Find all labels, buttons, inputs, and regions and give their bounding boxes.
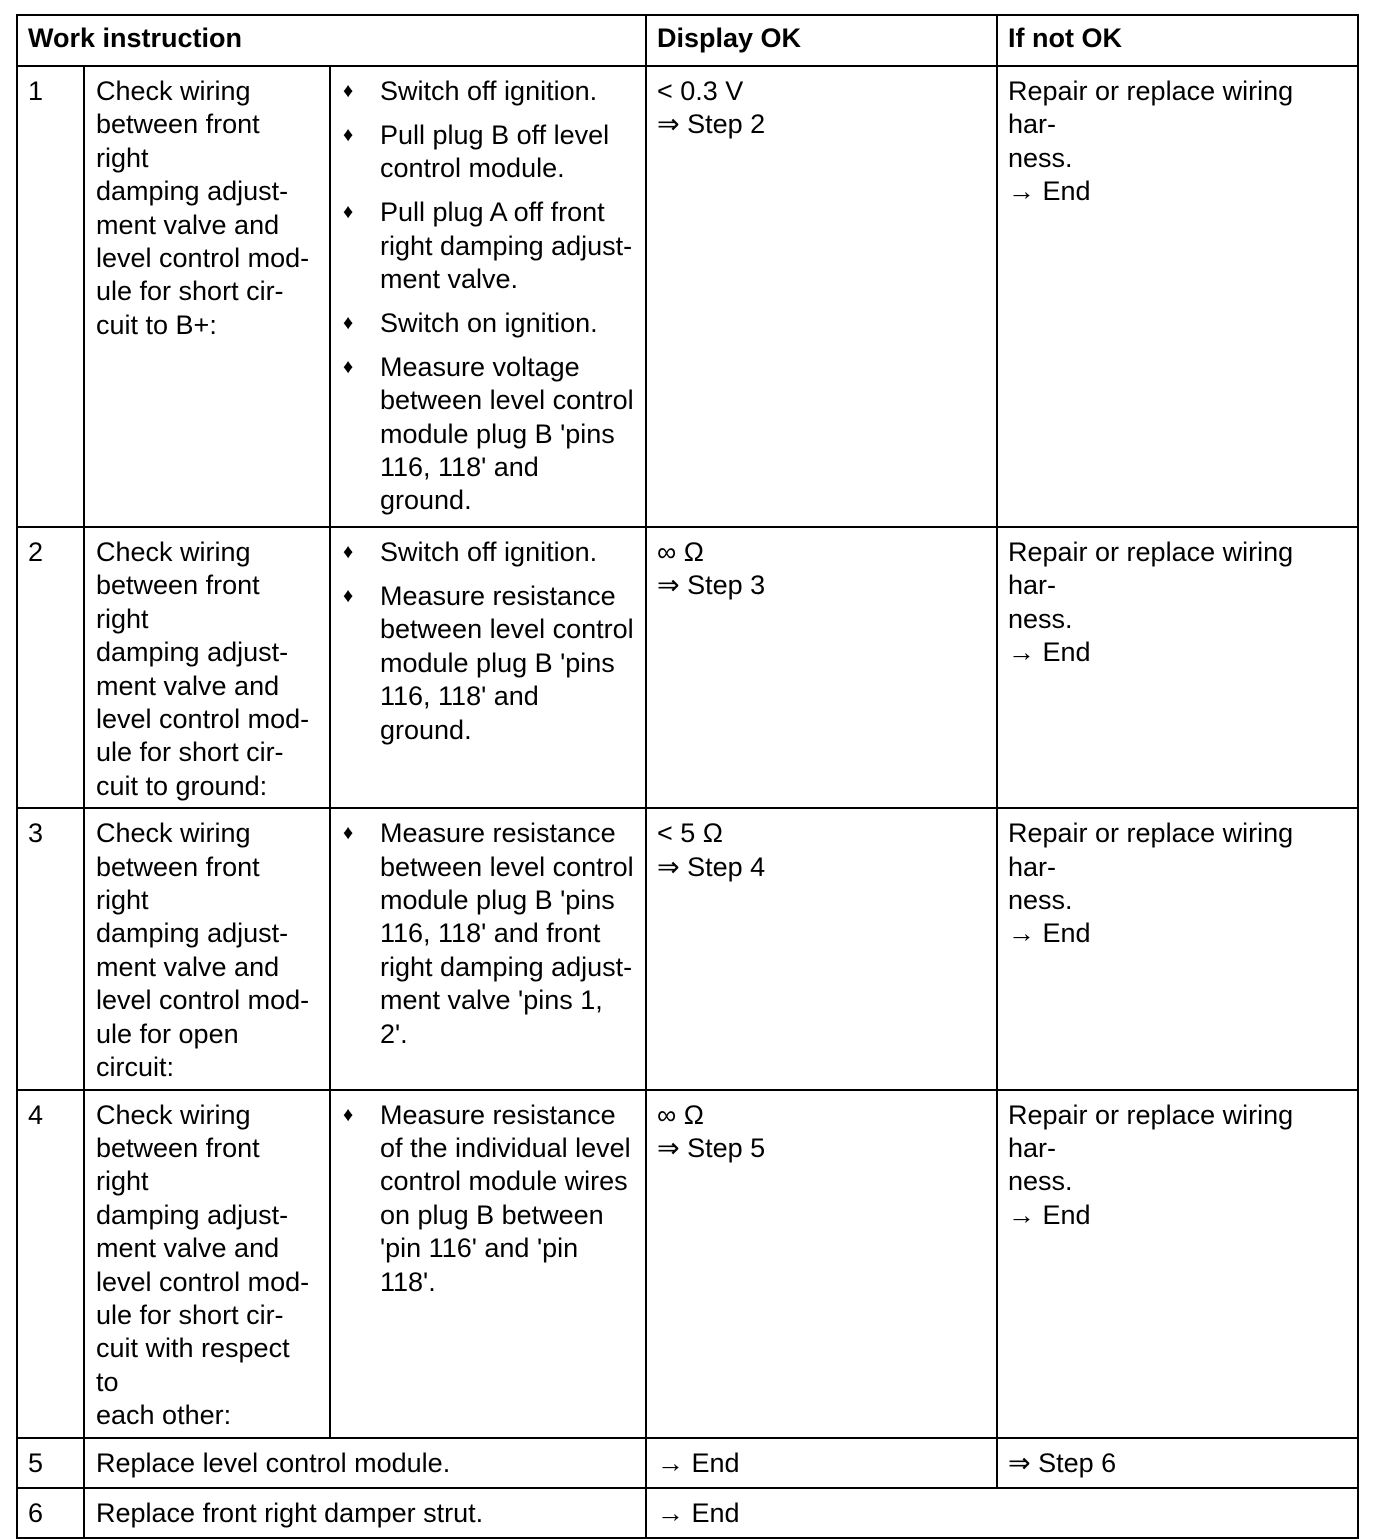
text-line: < 0.3 V bbox=[657, 76, 744, 106]
text-line: ness. bbox=[1008, 142, 1073, 173]
check-description bbox=[84, 527, 330, 808]
instruction-text: Replace front right damper strut. bbox=[84, 1488, 646, 1538]
text-line: between front right bbox=[96, 1132, 260, 1197]
action-text-line: of the individual level bbox=[380, 1132, 631, 1163]
action-text-line: Pull plug A off front bbox=[380, 197, 605, 228]
if-not-ok-cell bbox=[997, 66, 1358, 527]
text-line: damping adjust- bbox=[96, 918, 289, 949]
text-line: ⇒ Step 3 bbox=[657, 570, 766, 601]
action-item bbox=[341, 307, 635, 340]
text-line: Check wiring bbox=[96, 76, 251, 106]
text-line: damping adjust- bbox=[96, 176, 289, 207]
action-text-line: module plug B 'pins bbox=[380, 885, 615, 916]
text-line: Check wiring bbox=[96, 537, 251, 567]
action-text-line: Switch off ignition. bbox=[380, 76, 598, 106]
action-text-line: between level control bbox=[380, 614, 634, 645]
table-row-step-3 bbox=[17, 808, 1358, 1089]
text-line: each other: bbox=[96, 1400, 232, 1431]
table-row-step-4 bbox=[17, 1090, 1358, 1438]
display-ok-cell bbox=[646, 1090, 997, 1438]
text-line: level control mod- bbox=[96, 243, 310, 274]
text-line: cuit with respect to bbox=[96, 1333, 290, 1397]
action-list bbox=[341, 817, 635, 1051]
text-line: ⇒ Step 4 bbox=[657, 851, 766, 882]
action-item bbox=[341, 536, 635, 569]
text-line: Check wiring bbox=[96, 1099, 251, 1130]
diamond-bullet-icon: ♦ bbox=[343, 584, 354, 607]
action-list-cell bbox=[330, 527, 646, 808]
text-line: → End bbox=[1008, 176, 1091, 207]
if-not-ok-cell: ⇒ Step 6 bbox=[997, 1438, 1358, 1488]
action-text-line: 116, 118' and bbox=[380, 452, 539, 483]
display-ok-cell bbox=[646, 808, 997, 1089]
instruction-text: Replace level control module. bbox=[84, 1438, 646, 1488]
diamond-bullet-icon: ♦ bbox=[343, 355, 354, 378]
text-line: cuit to ground: bbox=[96, 770, 268, 801]
text-line: Repair or replace wiring har- bbox=[1008, 76, 1294, 140]
text-line: ule for short cir- bbox=[96, 1299, 284, 1330]
text-line: ⇒ Step 2 bbox=[657, 109, 766, 140]
text-line: Repair or replace wiring har- bbox=[1008, 537, 1294, 601]
if-not-ok-cell bbox=[997, 808, 1358, 1089]
action-item bbox=[341, 1099, 635, 1299]
text-line: → End bbox=[1008, 918, 1091, 949]
action-list bbox=[341, 536, 635, 747]
action-list bbox=[341, 75, 635, 518]
action-text-line: between level control bbox=[380, 851, 634, 882]
text-line: ment valve and bbox=[96, 1233, 280, 1264]
text-line: ness. bbox=[1008, 603, 1073, 634]
action-list-cell bbox=[330, 66, 646, 527]
action-text-line: right damping adjust- bbox=[380, 951, 633, 982]
diamond-bullet-icon: ♦ bbox=[343, 80, 354, 102]
text-line: damping adjust- bbox=[96, 1199, 289, 1230]
header-work-instruction: Work instruction bbox=[17, 15, 646, 66]
action-text-line: control module. bbox=[380, 153, 565, 184]
action-list-cell bbox=[330, 1090, 646, 1438]
action-text-line: Measure resistance bbox=[380, 818, 616, 849]
action-text-line: Measure voltage bbox=[380, 351, 580, 382]
action-text-line: Measure resistance bbox=[380, 1099, 616, 1130]
action-item bbox=[341, 196, 635, 296]
display-ok-cell bbox=[646, 527, 997, 808]
action-text-line: right damping adjust- bbox=[380, 230, 633, 261]
step-number: 6 bbox=[17, 1488, 84, 1538]
text-line: Repair or replace wiring har- bbox=[1008, 1099, 1294, 1163]
text-line: ment valve and bbox=[96, 670, 280, 701]
action-item bbox=[341, 75, 635, 108]
action-text-line: module plug B 'pins bbox=[380, 647, 615, 678]
text-line: between front right bbox=[96, 851, 260, 916]
diamond-bullet-icon: ♦ bbox=[343, 311, 354, 334]
action-text-line: Switch off ignition. bbox=[380, 537, 598, 567]
action-item bbox=[341, 119, 635, 186]
table-row-step-1 bbox=[17, 66, 1358, 527]
text-line: level control mod- bbox=[96, 985, 310, 1016]
text-line: < 5 Ω bbox=[657, 818, 723, 849]
text-line: level control mod- bbox=[96, 704, 310, 735]
action-text-line: 118'. bbox=[380, 1266, 436, 1297]
text-line: damping adjust- bbox=[96, 637, 289, 668]
action-text-line: Measure resistance bbox=[380, 580, 616, 611]
step-number: 3 bbox=[17, 808, 84, 1089]
action-text-line: between level control bbox=[380, 385, 634, 416]
action-text-line: ment valve. bbox=[380, 264, 519, 295]
action-text-line: Switch on ignition. bbox=[380, 307, 598, 338]
action-text-line: on plug B between bbox=[380, 1199, 604, 1230]
action-text-line: 116, 118' and bbox=[380, 681, 539, 712]
check-description bbox=[84, 1090, 330, 1438]
text-line: ment valve and bbox=[96, 209, 280, 240]
if-not-ok-cell bbox=[997, 1090, 1358, 1438]
diamond-bullet-icon: ♦ bbox=[343, 123, 354, 146]
diamond-bullet-icon: ♦ bbox=[343, 541, 354, 563]
work-instruction-table bbox=[16, 14, 1359, 1539]
header-if-not-ok: If not OK bbox=[997, 15, 1358, 66]
action-item bbox=[341, 351, 635, 518]
action-text-line: ground. bbox=[380, 714, 472, 745]
text-line: ule for open circuit: bbox=[96, 1018, 239, 1083]
action-item bbox=[341, 580, 635, 747]
table-row-step-6 bbox=[17, 1488, 1358, 1538]
text-line: ment valve and bbox=[96, 951, 280, 982]
action-text-line: ground. bbox=[380, 485, 472, 516]
table-row-step-5 bbox=[17, 1438, 1358, 1488]
if-not-ok-cell bbox=[997, 527, 1358, 808]
check-description bbox=[84, 808, 330, 1089]
action-text-line: 'pin 116' and 'pin bbox=[380, 1233, 579, 1264]
text-line: between front right bbox=[96, 570, 260, 634]
text-line: Repair or replace wiring har- bbox=[1008, 818, 1294, 882]
action-list bbox=[341, 1099, 635, 1299]
step-number: 2 bbox=[17, 527, 84, 808]
diamond-bullet-icon: ♦ bbox=[343, 201, 354, 224]
header-row bbox=[17, 15, 1358, 66]
action-text-line: module plug B 'pins bbox=[380, 418, 615, 449]
text-line: → End bbox=[1008, 637, 1091, 668]
table-row-step-2 bbox=[17, 527, 1358, 808]
text-line: Check wiring bbox=[96, 818, 251, 849]
diamond-bullet-icon: ♦ bbox=[343, 822, 354, 845]
action-text-line: control module wires bbox=[380, 1166, 628, 1197]
text-line: between front right bbox=[96, 109, 260, 173]
text-line: ule for short cir- bbox=[96, 276, 284, 307]
step-number: 5 bbox=[17, 1438, 84, 1488]
step-number: 1 bbox=[17, 66, 84, 527]
action-item bbox=[341, 817, 635, 1051]
text-line: ness. bbox=[1008, 885, 1073, 916]
display-ok-cell bbox=[646, 66, 997, 527]
header-display-ok: Display OK bbox=[646, 15, 997, 66]
text-line: ∞ Ω bbox=[657, 537, 704, 567]
step-number: 4 bbox=[17, 1090, 84, 1438]
display-ok-cell: → End bbox=[646, 1438, 997, 1488]
text-line: ule for short cir- bbox=[96, 737, 284, 768]
text-line: → End bbox=[1008, 1199, 1091, 1230]
text-line: level control mod- bbox=[96, 1266, 310, 1297]
text-line: cuit to B+: bbox=[96, 309, 217, 340]
action-text-line: Pull plug B off level bbox=[380, 119, 610, 150]
display-ok-cell: → End bbox=[646, 1488, 1358, 1538]
text-line: ∞ Ω bbox=[657, 1099, 704, 1130]
action-text-line: 116, 118' and front bbox=[380, 918, 601, 949]
text-line: ness. bbox=[1008, 1166, 1073, 1197]
action-list-cell bbox=[330, 808, 646, 1089]
action-text-line: ment valve 'pins 1, 2'. bbox=[380, 985, 603, 1049]
text-line: ⇒ Step 5 bbox=[657, 1132, 766, 1163]
diamond-bullet-icon: ♦ bbox=[343, 1103, 354, 1126]
check-description bbox=[84, 66, 330, 527]
